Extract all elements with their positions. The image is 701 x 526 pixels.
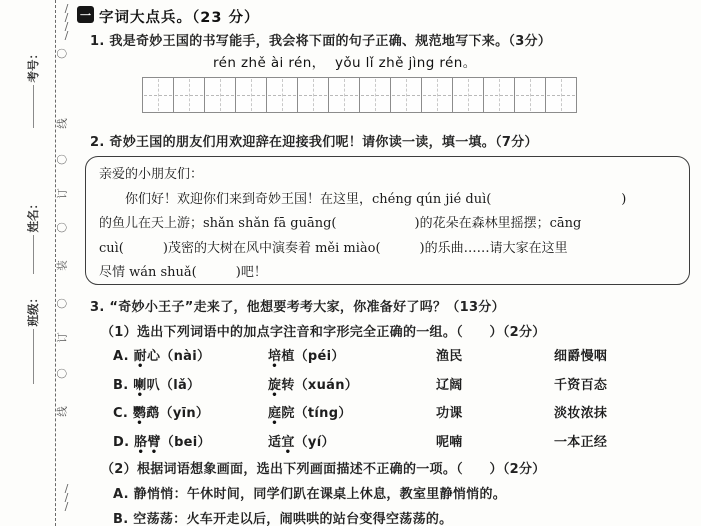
option-row-c-word4: 淡妆浓抹 (554, 406, 608, 421)
binding-circle: 〇 (56, 48, 69, 59)
option-row-a-word1 (113, 345, 268, 364)
option-row-a-word3: 渔民 (436, 349, 463, 364)
dotted-char: 臂 (147, 434, 161, 450)
student-name-label: 姓名： (26, 198, 40, 233)
binding-circle: 〇 (56, 368, 69, 379)
option-d-label: D. (113, 434, 135, 450)
option-row-c-word1 (113, 402, 268, 421)
dotted-char: 庭 (268, 406, 282, 421)
option-row-c-word2 (268, 402, 436, 421)
letter-line-1: 亲爱的小朋友们： (99, 167, 204, 182)
question-1-pinyin: rén zhě ài rén， yǒu lǐ zhě jìng rén。 (213, 55, 477, 71)
writing-grid (143, 77, 577, 113)
dotted-char: 培 (268, 349, 282, 364)
option-row-d-word1 (113, 431, 268, 450)
option-b-label: B. (113, 377, 134, 393)
word-text: 叭（lǎ） (146, 377, 201, 393)
binding-char-ding: 订 (56, 332, 69, 343)
grid-cell (514, 77, 546, 113)
option-row-b-word4: 千资百态 (554, 377, 608, 393)
question-3-sub1-stem: （1）选出下列词语中的加点字注音和字形完全正确的一组。（ ）（2分） (101, 325, 546, 340)
exam-number-label: 考号： (26, 48, 40, 83)
question-3-text: 3. “奇妙小王子”走来了，他想要考考大家，你准备好了吗？（13分） (90, 300, 505, 315)
option-row-d-word3: 呢喃 (436, 434, 463, 450)
word-text: （bei） (160, 434, 211, 450)
grid-cell (204, 77, 236, 113)
letter-line-2: 你们好！欢迎你们来到奇妙王国！在这里，chéng qún jié duì( ) (99, 191, 627, 207)
exam-number-blank-line (32, 86, 34, 129)
word-text: 院（tíng） (281, 406, 352, 421)
section-title: 字词大点兵。（23 分） (99, 10, 260, 26)
class-label: 班级： (26, 292, 40, 327)
binding-char-ding: 订 (56, 188, 69, 199)
dotted-char: 鹦 (132, 406, 147, 421)
grid-cell (328, 77, 360, 113)
question-3-sub2-stem: （2）根据词语想象画面，选出下列画面描述不正确的一项。（ ）（2分） (101, 462, 546, 477)
dotted-char: 宜 (281, 434, 295, 450)
sub2-option-b: B. 空荡荡：火车开走以后，闹哄哄的站台变得空荡荡的。 (113, 512, 453, 526)
question-2-text: 2. 奇妙王国的朋友们用欢迎辞在迎接我们呢！请你读一读，填一填。（7分） (90, 135, 538, 150)
word-text: （yí） (294, 434, 335, 450)
option-row-b-word1 (113, 374, 268, 393)
grid-cell (545, 77, 577, 113)
letter-line-4: cuì( )茂密的大树在风中演奏着 měi miào( )的乐曲……请大家在这里 (99, 240, 568, 256)
letter-line-5: 尽情 wán shuǎ( )吧！ (99, 265, 267, 280)
word-text: 心（nài） (146, 349, 211, 364)
grid-cell (483, 77, 515, 113)
option-row-b-word3: 辽阔 (436, 377, 463, 393)
dotted-char: 旋 (268, 377, 282, 393)
grid-cell (359, 77, 391, 113)
word-text: 鹉（yīn） (146, 406, 210, 421)
binding-char-zhuang: 装 (56, 260, 69, 271)
welcome-letter-box (85, 156, 690, 285)
option-c-label: C. (113, 406, 133, 421)
option-row-d-word4: 一本正经 (554, 434, 608, 450)
binding-slash-marks-top: ∕∕∕∕ (60, 2, 73, 38)
grid-cell (421, 77, 453, 113)
grid-cell (452, 77, 484, 113)
sub2-option-a: A. 静悄悄：午休时间，同学们趴在课桌上休息，教室里静悄悄的。 (113, 487, 507, 502)
class-field (25, 292, 41, 384)
dotted-char: 喇 (133, 377, 147, 393)
word-text: 植（péi） (281, 349, 345, 364)
section-number-badge: 一 (77, 6, 94, 23)
grid-cell (142, 77, 174, 113)
grid-cell (297, 77, 329, 113)
binding-slash-marks-bottom: ∕∕∕ (60, 482, 73, 509)
grid-cell (266, 77, 298, 113)
option-row-d-word2 (268, 431, 436, 450)
dotted-char: 耐 (133, 349, 147, 364)
option-row-a-word4: 细爵慢咽 (554, 349, 608, 364)
question-1-text: 1. 我是奇妙王国的书写能手，我会将下面的句子正确、规范地写下来。（3分） (90, 34, 552, 49)
binding-char-xian: 线 (56, 118, 69, 129)
word-text: 胳 (134, 434, 148, 450)
class-blank-line (32, 330, 34, 385)
binding-circle: 〇 (56, 298, 69, 309)
exam-number-field (25, 48, 41, 128)
binding-circle: 〇 (56, 222, 69, 233)
word-text: 转（xuán） (281, 377, 359, 393)
binding-circle: 〇 (56, 154, 69, 165)
option-row-a-word2 (268, 345, 436, 364)
grid-cell (173, 77, 205, 113)
grid-cell (390, 77, 422, 113)
binding-char-xian: 线 (56, 406, 69, 417)
student-name-field (25, 198, 41, 274)
option-row-b-word2 (268, 374, 436, 393)
student-name-blank-line (32, 236, 34, 275)
option-row-c-word3: 功课 (436, 406, 463, 421)
word-text: 适 (268, 434, 282, 450)
letter-line-3: 的鱼儿在天上游；shǎn shǎn fā guāng( )的花朵在森林里摇摆；cāng (99, 216, 582, 231)
option-a-label: A. (113, 349, 134, 364)
question-3-sub1-options (113, 345, 688, 459)
grid-cell (235, 77, 267, 113)
